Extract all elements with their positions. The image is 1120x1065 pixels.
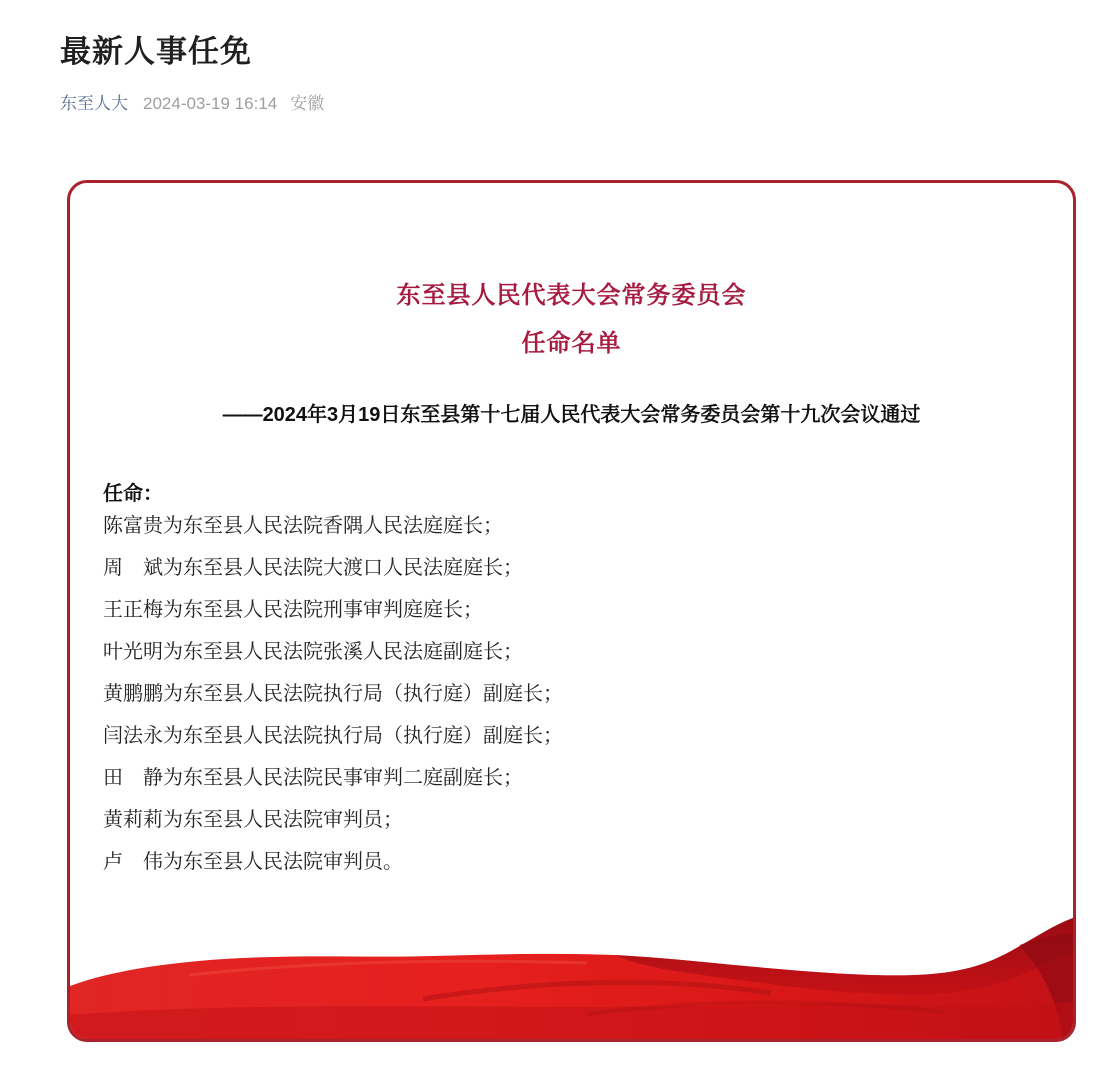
appointment-item: 黄莉莉为东至县人民法院审判员； [103, 809, 403, 831]
page-title: 最新人事任免 [60, 34, 252, 69]
appointment-item: 陈富贵为东至县人民法院香隅人民法庭庭长； [103, 515, 503, 537]
appointments-heading: 任命： [103, 483, 163, 505]
appointment-item: 叶光明为东至县人民法院张溪人民法庭副庭长； [103, 641, 523, 663]
appointments-list [103, 505, 1023, 883]
byline [60, 89, 324, 114]
appointment-item: 田 静为东至县人民法院民事审判二庭副庭长； [103, 767, 523, 789]
notice-title-line1: 东至县人民代表大会常务委员会 [396, 282, 747, 309]
appointment-item: 王正梅为东至县人民法院刑事审判庭庭长； [103, 599, 483, 621]
appointment-item: 闫法永为东至县人民法院执行局（执行庭）副庭长； [103, 725, 563, 747]
notice-card [67, 180, 1076, 1042]
red-ribbon-decoration [70, 913, 1073, 1039]
publish-location: 安徽 [290, 94, 325, 113]
author-link[interactable]: 东至人大 [60, 94, 128, 113]
notice-subtitle: ——2024年3月19日东至县第十七届人民代表大会常务委员会第十九次会议通过 [222, 404, 921, 426]
appointment-item: 黄鹏鹏为东至县人民法院执行局（执行庭）副庭长； [103, 683, 563, 705]
notice-title-line2: 任命名单 [521, 330, 622, 357]
appointment-item: 卢 伟为东至县人民法院审判员。 [103, 851, 403, 873]
appointment-item: 周 斌为东至县人民法院大渡口人民法庭庭长； [103, 557, 523, 579]
publish-datetime: 2024-03-19 16:14 [143, 94, 278, 113]
